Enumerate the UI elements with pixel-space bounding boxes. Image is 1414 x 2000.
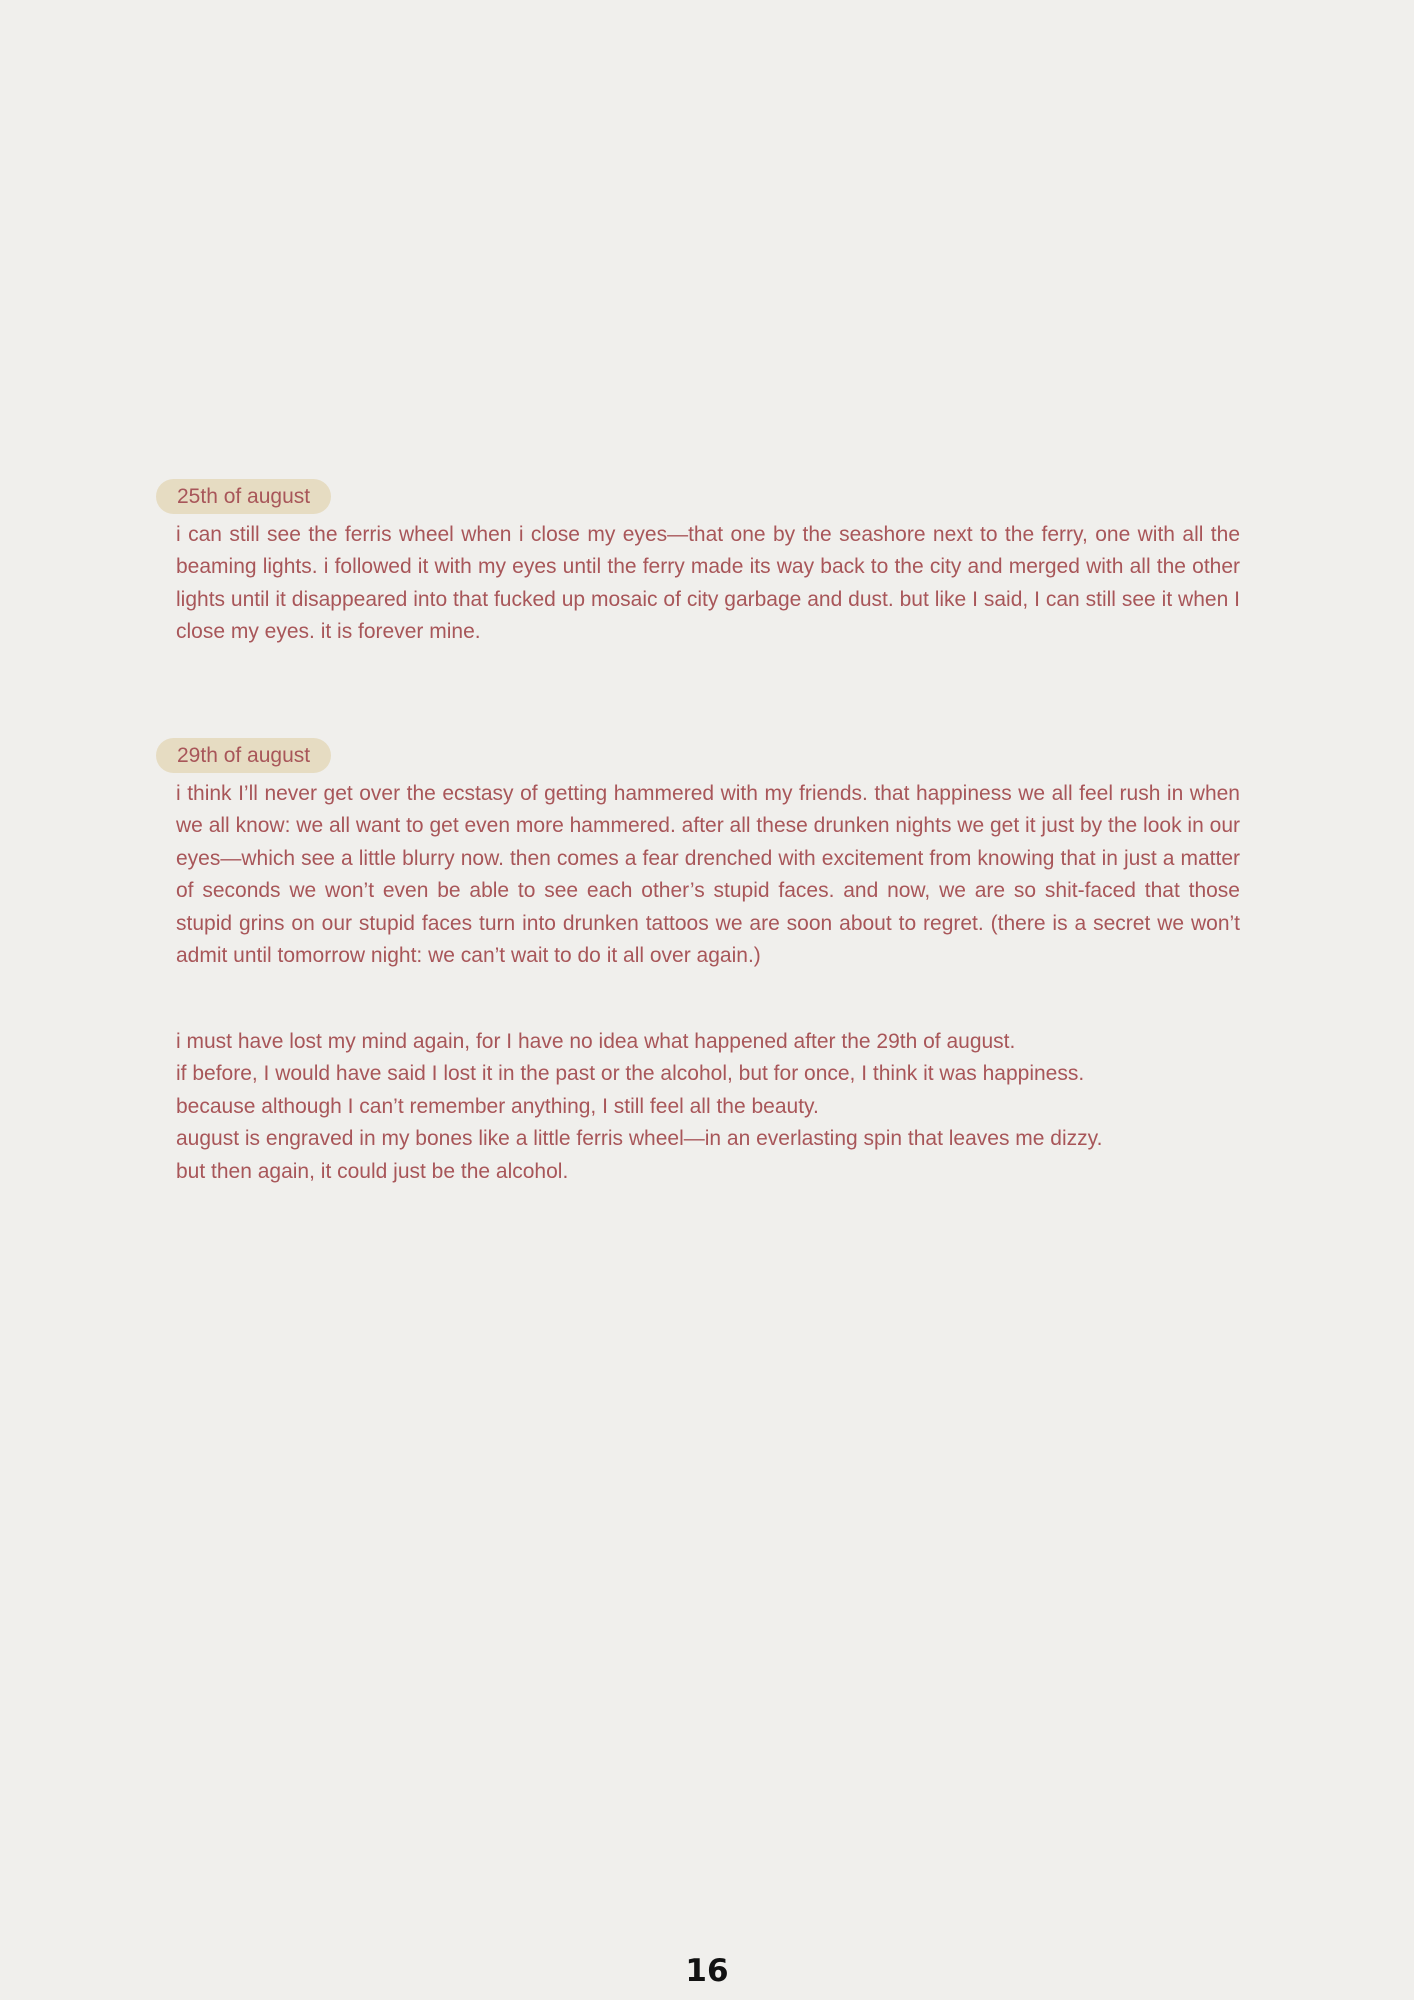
closing-line: because although I can’t remember anything, I still feel all the beauty. xyxy=(176,1094,819,1118)
closing-line: i must have lost my mind again, for I have no idea what happened after the 29th of august. xyxy=(176,1030,1016,1053)
entry-date-pill: 25th of august xyxy=(156,479,331,514)
closing-line: if before, I would have said I lost it in the past or the alcohol, but for once, I think it was happiness. xyxy=(176,1062,1085,1086)
journal-entry-august-29 xyxy=(156,738,1242,972)
entry-body-text: i can still see the ferris wheel when i close my eyes—that one by the seashore next to the ferry, one with all the beaming lights. i followed it with my eyes until the ferry made its way back to the city and merged with all the other lights until it disappeared into that fucked up mosaic of city garbage and dust. but like I said, I can still see it when I close my eyes. it is forever mine. xyxy=(176,523,1240,644)
closing-line: but then again, it could just be the alcohol. xyxy=(176,1159,569,1183)
journal-entry-august-25 xyxy=(156,479,1242,649)
entry-date-pill: 29th of august xyxy=(156,738,331,773)
closing-line: august is engraved in my bones like a little ferris wheel—in an everlasting spin that leaves me dizzy. xyxy=(176,1127,1103,1151)
closing-reflection xyxy=(176,1026,1240,1188)
page-number: 16 xyxy=(685,1953,729,1989)
entry-body-text: i think I’ll never get over the ecstasy of getting hammered with my friends. that happiness we all feel rush in when we all know: we all want to get even more hammered. after all these drunken nights we get it just by the look in our eyes—which see a little blurry now. then comes a fear drenched with excitement from knowing that in just a matter of seconds we won’t even be able to see each other’s stupid faces. and now, we are so shit-faced that those stupid grins on our stupid faces turn into drunken tattoos we are soon about to regret. (there is a secret we won’t admit until tomorrow night: we can’t wait to do it all over again.) xyxy=(176,782,1240,968)
